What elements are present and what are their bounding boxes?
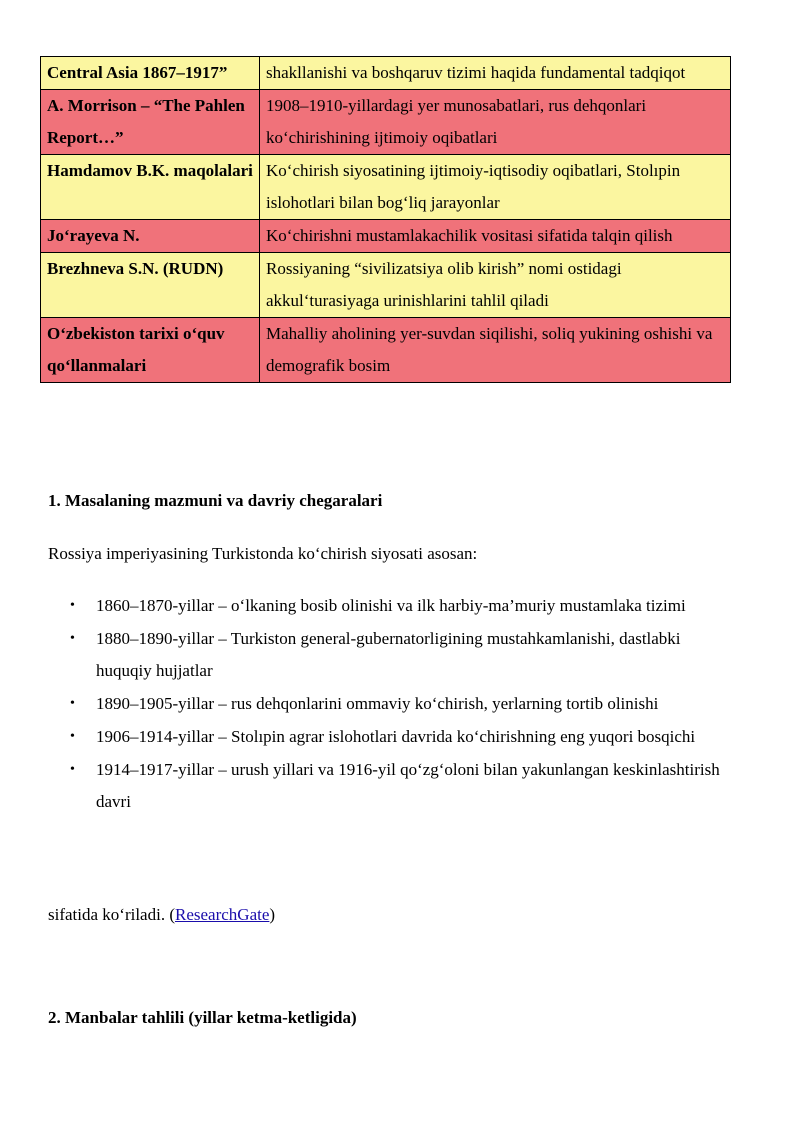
table-row [41, 220, 731, 253]
sources-table [40, 56, 731, 383]
section-1-intro: Rossiya imperiyasining Turkistonda ko‘chirish siyosati asosan: [48, 544, 478, 563]
description-cell: Mahalliy aholining yer-suvdan siqilishi, soliq yukining oshishi va demografik bosim [260, 318, 731, 383]
period-text: 1880–1890-yillar – Turkiston general-gubernatorligining mustahkamlanishi, dastlabki huquqiy hujjatlar [96, 629, 681, 680]
period-text: 1890–1905-yillar – rus dehqonlarini ommaviy ko‘chirish, yerlarning tortib olinishi [96, 694, 659, 713]
researchgate-link[interactable]: ResearchGate [175, 905, 270, 924]
closing-end: ) [269, 905, 276, 924]
source-cell: A. Morrison – “The Pahlen Report…” [41, 90, 260, 155]
section-1-closing [48, 903, 275, 927]
table-row [41, 90, 731, 155]
table-row [41, 253, 731, 318]
description-cell: Ko‘chirishni mustamlakachilik vositasi sifatida talqin qilish [260, 220, 731, 253]
list-item [48, 688, 738, 720]
bullet-icon: • [70, 762, 75, 777]
description-cell: Ko‘chirish siyosatining ijtimoiy-iqtisodiy oqibatlari, Stolıpin islohotlari bilan bog‘liq jarayonlar [260, 155, 731, 220]
source-cell: Hamdamov B.K. maqolalari [41, 155, 260, 220]
source-cell: Central Asia 1867–1917” [41, 57, 260, 90]
period-text: 1906–1914-yillar – Stolıpin agrar islohotlari davrida ko‘chirishning eng yuqori bosqichi [96, 727, 696, 746]
description-cell: Rossiyaning “sivilizatsiya olib kirish” nomi ostidagi akkul‘turasiyaga urinishlarini tahlil qiladi [260, 253, 731, 318]
table-row [41, 318, 731, 383]
description-cell: shakllanishi va boshqaruv tizimi haqida fundamental tadqiqot [260, 57, 731, 90]
section-2-heading: 2. Manbalar tahlili (yillar ketma-ketligida) [48, 1008, 357, 1027]
list-item [48, 623, 738, 687]
source-cell: Jo‘rayeva N. [41, 220, 260, 253]
source-cell: Brezhneva S.N. (RUDN) [41, 253, 260, 318]
list-item [48, 590, 738, 622]
bullet-icon: • [70, 598, 75, 613]
period-text: 1860–1870-yillar – o‘lkaning bosib olinishi va ilk harbiy-ma’muriy mustamlaka tizimi [96, 596, 686, 615]
source-cell: O‘zbekiston tarixi o‘quv qo‘llanmalari [41, 318, 260, 383]
table-row [41, 155, 731, 220]
description-cell: 1908–1910-yillardagi yer munosabatlari, rus dehqonlari ko‘chirishining ijtimoiy oqibatlari [260, 90, 731, 155]
list-item [48, 754, 738, 818]
periods-list [48, 590, 738, 819]
bullet-icon: • [70, 696, 75, 711]
period-text: 1914–1917-yillar – urush yillari va 1916-yil qo‘zg‘oloni bilan yakunlangan keskinlashtirish davri [96, 760, 720, 811]
section-1-heading: 1. Masalaning mazmuni va davriy chegaralari [48, 491, 383, 510]
closing-text: sifatida ko‘riladi. ( [48, 905, 175, 924]
list-item [48, 721, 738, 753]
bullet-icon: • [70, 631, 75, 646]
bullet-icon: • [70, 729, 75, 744]
table-row [41, 57, 731, 90]
